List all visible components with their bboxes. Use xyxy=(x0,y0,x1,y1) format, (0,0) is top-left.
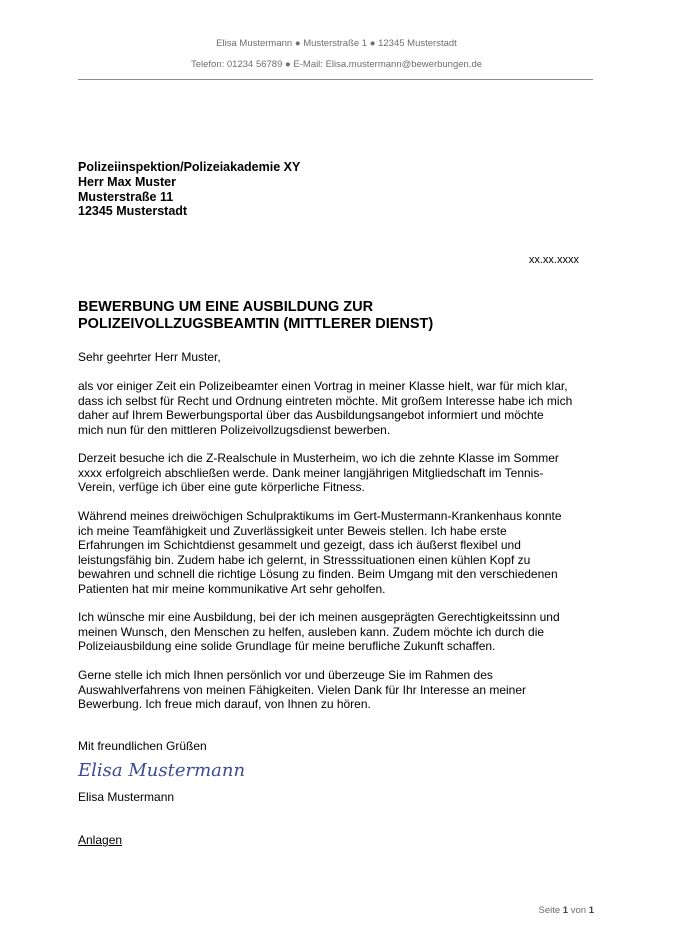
recipient-city: 12345 Musterstadt xyxy=(78,204,188,219)
recipient-address xyxy=(78,160,300,219)
paragraph-education: Derzeit besuche ich die Z-Realschule in Musterheim, wo ich die zehnte Klasse im Sommer xxxx erfolgreich abschließen werde. Dank meiner langjährigen Mitgliedschaft im Tennis- Verein, verfüge ich über eine gute körperliche Fitness. xyxy=(78,451,559,494)
paragraph-closing: Gerne stelle ich mich Ihnen persönlich vor und überzeuge Sie im Rahmen des Auswahlverfahrens von meinen Fähigkeiten. Vielen Dank für Ihr Interesse an meiner Bewerbung. Ich freue mich darauf, von Ihnen zu hören. xyxy=(78,668,527,711)
letter-subject xyxy=(78,299,598,333)
handwritten-signature: Elisa Mustermann xyxy=(78,760,246,781)
sender-printed-name: Elisa Mustermann xyxy=(78,790,175,804)
attachments-section xyxy=(78,833,598,848)
subject-line-2: POLIZEIVOLLZUGSBEAMTIN (MITTLERER DIENST) xyxy=(78,316,434,332)
letter-date: xx.xx.xxxx xyxy=(528,254,579,266)
sender-phone-email-line: Telefon: 01234 56789 ● E-Mail: Elisa.mustermann@bewerbungen.de xyxy=(190,59,483,70)
header-divider xyxy=(78,79,593,80)
salutation: Sehr geehrter Herr Muster, xyxy=(78,350,221,364)
paragraph-internship: Während meines dreiwöchigen Schulpraktikums im Gert-Mustermann-Krankenhaus konnte ich meine Teamfähigkeit und Zuverlässigkeit unter Beweis stellen. Ich habe erste Erfahrungen im Schichtdienst gesammelt und gezeigt, dass ich äußerst flexibel und leistungsfähig bin. Zudem habe ich gelernt, in Stresssituationen einen kühlen Kopf zu bewahren und schnell die richtige Lösung zu finden. Beim Umgang mit den verschiedenen Patienten hat mir meine kommunikative Art sehr geholfen. xyxy=(78,509,562,596)
sender-contact-line: Elisa Mustermann ● Musterstraße 1 ● 12345 Musterstadt xyxy=(216,38,457,49)
recipient-name: Herr Max Muster xyxy=(78,174,176,189)
attachments-link[interactable]: Anlagen xyxy=(78,833,123,847)
page-number: Seite 1 von 1 xyxy=(538,905,594,916)
recipient-organization: Polizeiinspektion/Polizeiakademie XY xyxy=(78,160,301,174)
closing-phrase: Mit freundlichen Grüßen xyxy=(78,739,207,753)
paragraph-motivation: als vor einiger Zeit ein Polizeibeamter einen Vortrag in meiner Klasse hielt, war für mich klar, dass ich selbst für Recht und Ordnung eintreten möchte. Mit großem Interesse habe ich mich daher auf Ihrem Bewerbungsportal über das Ausbildungsangebot informiert und möchte mich nun für den mittleren Polizeivollzugsdienst bewerben. xyxy=(78,379,573,437)
paragraph-wish: Ich wünsche mir eine Ausbildung, bei der ich meinen ausgeprägten Gerechtigkeitssinn und meinen Wunsch, den Menschen zu helfen, ausleben kann. Zudem möchte ich durch die Polizeiausbildung eine solide Grundlage für meine berufliche Zukunft schaffen. xyxy=(78,610,560,653)
recipient-street: Musterstraße 11 xyxy=(78,189,174,204)
subject-line-1: BEWERBUNG UM EINE AUSBILDUNG ZUR xyxy=(78,299,374,315)
